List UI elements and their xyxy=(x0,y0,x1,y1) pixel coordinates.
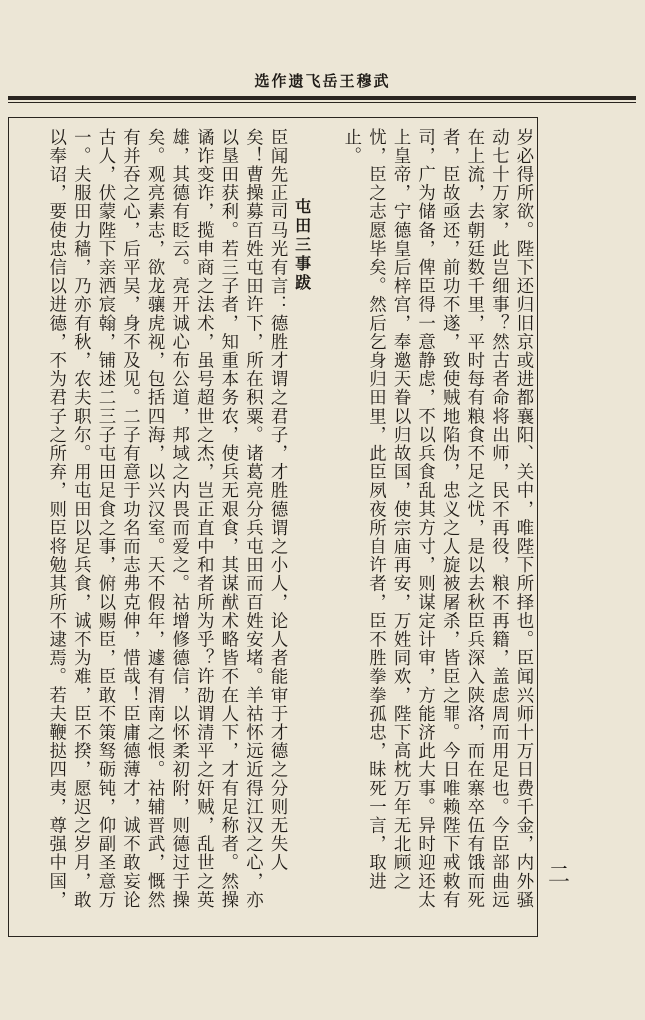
blank-column xyxy=(314,128,339,936)
text-column: 以奉诏，要使忠信以进德，不为君子之所弃，则臣将勉其所不逮焉。若夫鞭挞四夷，尊强中国， xyxy=(45,128,66,910)
text-column: 以垦田获利。若三子者，知重本务农，使兵无艰食，其谋猷术略皆不在人下，才有足称者。然操 xyxy=(217,128,238,910)
text-column: 在上流，去朝廷数千里，平时每有粮食不足之忧，是以去秋臣兵深入陕洛，而在寨卒伍有饿而死 xyxy=(463,128,484,910)
text-column: 矣。观亮素志，欲龙骧虎视，包括四海，以兴汉室。天不假年，遽有渭南之恨。祜辅晋武，慨然 xyxy=(144,128,165,910)
header-title: 选作遗飞岳王穆武 xyxy=(254,72,391,90)
section-heading: 屯田三事跋 xyxy=(292,198,312,293)
text-column: 司，广为储备，俾臣得一意静虑，不以兵食乱其方寸，则谋定计审，方能济此大事。异时迎还太 xyxy=(414,128,435,910)
text-column: 臣闻先正司马光有言：德胜才谓之君子，才胜德谓之小人，论人者能审于才德之分则无失人 xyxy=(267,128,288,872)
header-rule-thick xyxy=(8,96,636,100)
header-rule-thin xyxy=(8,102,636,103)
text-column: 有并吞之心，后平吴，身不及见。二子有意于功名而志弗克伸，惜哉！臣庸德薄才，诚不敢妄论 xyxy=(119,128,140,910)
text-frame xyxy=(8,117,538,937)
vertical-text-columns xyxy=(43,128,535,936)
page-number: 二 xyxy=(548,863,571,888)
text-column: 古人，伏蒙陛下亲洒宸翰，铺述二三子屯田足食之事，俯以赐臣，臣敢不策驽砺钝，仰副圣意万 xyxy=(94,128,115,910)
text-column: 一。夫服田力穑，乃亦有秋，农夫职尔。用屯田以足兵食，诚不为难，臣不揆，愿迟之岁月，敢 xyxy=(70,128,91,910)
text-column: 岁必得所欲。陛下还归旧京或进都襄阳、关中，唯陛下所择也。臣闻兴师十万日费千金，内外骚 xyxy=(513,128,533,910)
running-header xyxy=(0,70,645,96)
text-column: 止。 xyxy=(340,128,361,166)
text-column: 动七十万家，此岂细事？然古者命将出师，民不再役，粮不再籍，盖虑周而用足也。今臣部曲远 xyxy=(488,128,509,910)
text-column: 矣！曹操募百姓屯田许下，所在积粟。诸葛亮分兵屯田而百姓安堵。羊祜怀远近得江汉之心，亦 xyxy=(242,128,263,910)
text-column: 忧，臣之志愿毕矣。然后乞身归田里，此臣夙夜所自许者，臣不胜拳拳孤忠，昧死一言，取进 xyxy=(365,128,386,891)
text-column: 雄，其德有眨云。亮开诚心布公道，邦域之内畏而爱之。祜增修德信，以怀柔初附，则德过于操 xyxy=(168,128,189,910)
text-column: 者，臣故亟还，前功不遂，致使贼地陷伪，忠义之人旋被屠杀，皆臣之罪。今日唯赖陛下戒敕有 xyxy=(439,128,460,910)
text-column: 上皇帝，宁德皇后梓宫，奉邀天眷以归故国，使宗庙再安，万姓同欢，陛下高枕万年无北顾之 xyxy=(390,128,411,891)
text-column: 谲诈变诈，揽申商之法术，虽号超世之杰，岂正直中和者所为乎？许劭谓清平之奸贼，乱世之英 xyxy=(193,128,214,910)
